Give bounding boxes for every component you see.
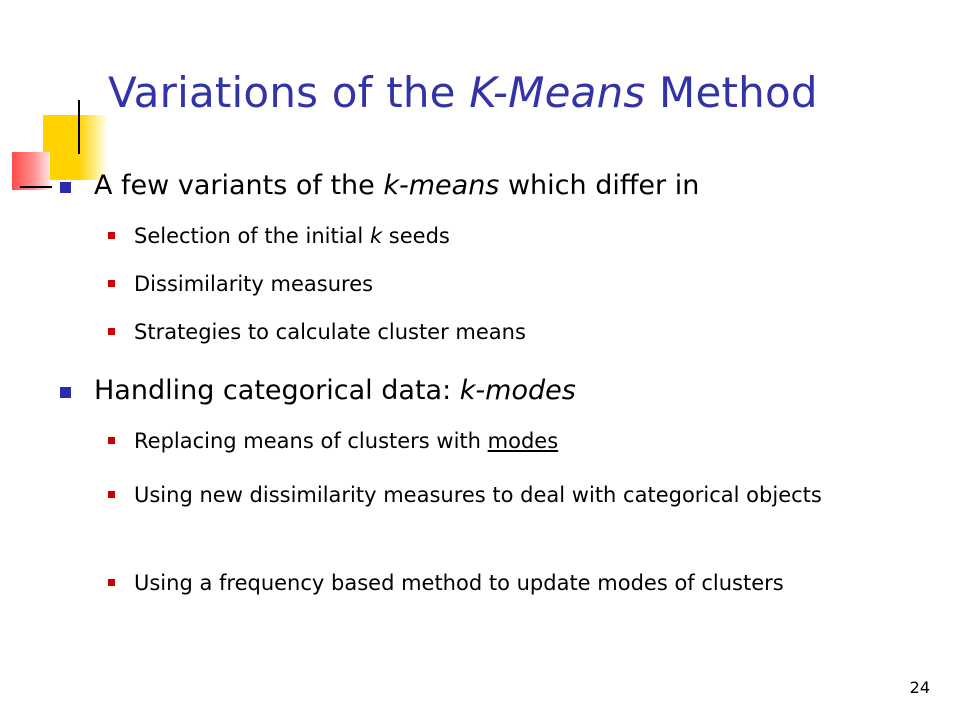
- title-text-end: Method: [645, 68, 818, 117]
- subbullet-text-italic: k: [369, 224, 383, 248]
- bullet-text: which differ in: [499, 170, 700, 201]
- subbullet-text-underlined: modes: [487, 429, 559, 453]
- square-bullet-icon: [108, 491, 115, 498]
- bullet-categorical: [94, 375, 576, 406]
- bullet-text-italic: k-means: [383, 170, 500, 201]
- subbullet-text: Using new dissimilarity measures to deal with categorical objects: [134, 483, 822, 507]
- bullet-text-italic: k-modes: [459, 375, 576, 406]
- subbullet-cluster-means: [134, 316, 894, 349]
- bullet-text: A few variants of the: [94, 170, 384, 201]
- subbullet-text: Strategies to calculate cluster means: [134, 320, 526, 344]
- square-bullet-icon: [108, 579, 115, 586]
- subbullet-frequency-based: [134, 567, 894, 600]
- square-bullet-icon: [108, 280, 115, 287]
- square-bullet-icon: [108, 328, 115, 335]
- subbullet-modes: [134, 425, 894, 458]
- subbullet-text: Dissimilarity measures: [134, 272, 374, 296]
- subbullet-dissimilarity: [134, 268, 894, 301]
- bullet-variants: [94, 170, 699, 201]
- subbullet-initial-seeds: [134, 220, 894, 253]
- square-bullet-icon: [108, 437, 115, 444]
- page-number: 24: [909, 678, 930, 697]
- bullet-text: Handling categorical data:: [94, 375, 460, 406]
- subbullet-new-dissimilarity: [134, 479, 894, 512]
- square-bullet-icon: [60, 182, 71, 193]
- subbullet-text: seeds: [382, 224, 450, 248]
- square-bullet-icon: [60, 387, 71, 398]
- subbullet-text: Replacing means of clusters with: [134, 429, 488, 453]
- square-bullet-icon: [108, 232, 115, 239]
- subbullet-text: Selection of the initial: [134, 224, 370, 248]
- title-text-italic: K-Means: [469, 68, 646, 117]
- title-text-start: Variations of the: [108, 68, 470, 117]
- subbullet-text: Using a frequency based method to update modes of clusters: [134, 571, 784, 595]
